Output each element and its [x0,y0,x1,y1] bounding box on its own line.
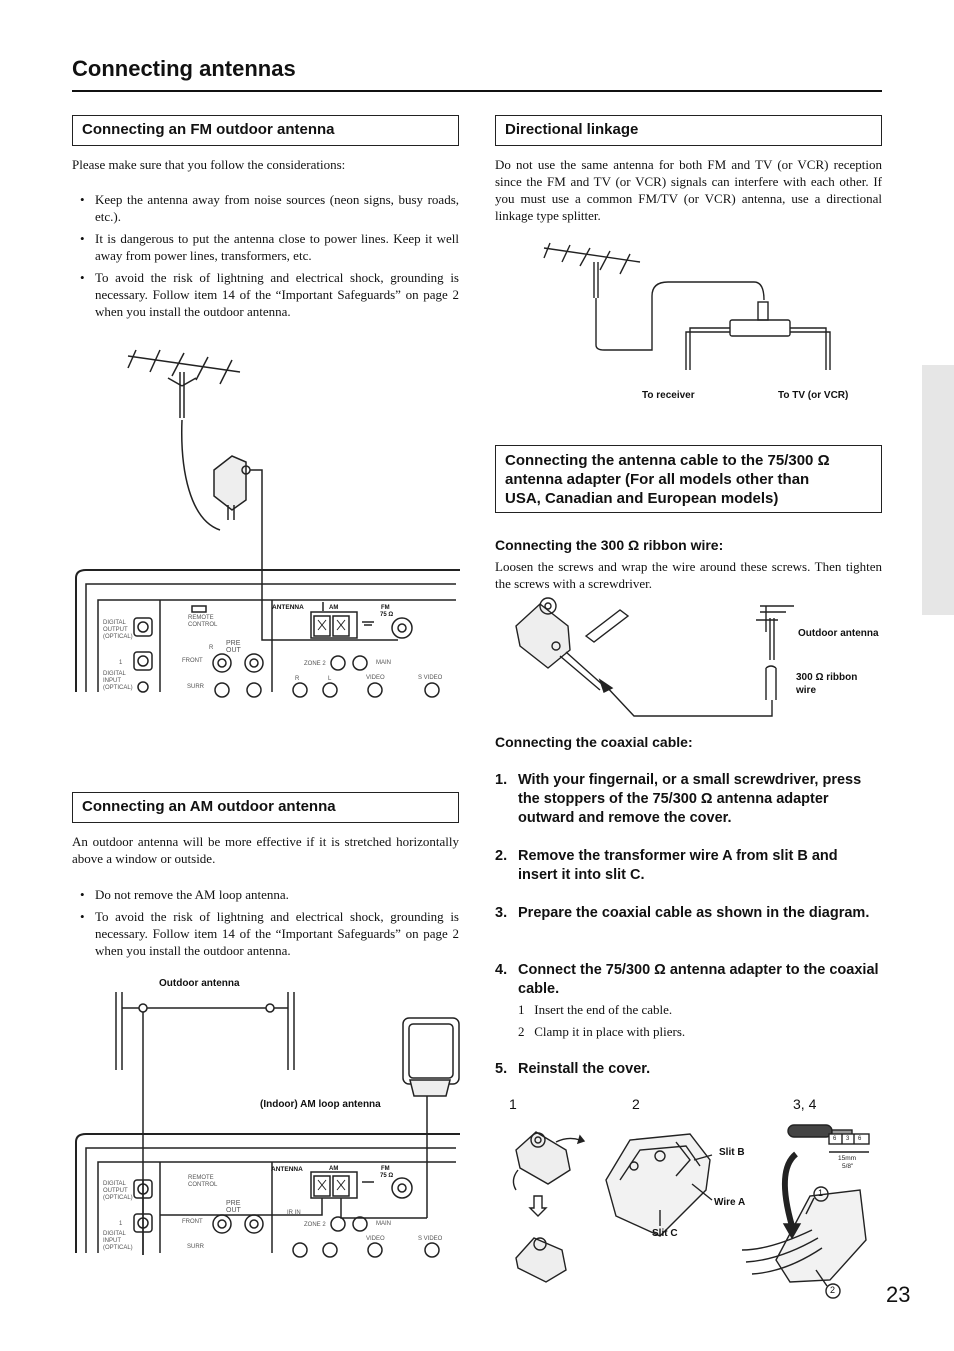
directional-heading: Directional linkage [495,115,882,146]
list-item: • It is dangerous to put the antenna close to power lines. Keep it well away from power lines, transformers, etc. [72,230,459,264]
am-loop-label: (Indoor) AM loop antenna [260,1099,381,1110]
step-text: Remove the transformer wire A from slit B and insert it into slit C. [518,848,838,883]
dim-mm: 15mm [838,1155,857,1162]
panel-main-2: MAIN [376,1221,391,1227]
wire-a-label: Wire A [714,1197,746,1208]
panel-surr-2: SURR [187,1244,205,1250]
panel-fm-label: FM [381,605,390,611]
adapter-heading-line-2: antenna adapter (For all models other than [505,471,810,488]
step-text: With your fingernail, or a small screwdriver, press the stoppers of the 75/300 Ω antenna adapter outward and remove the cover. [518,772,862,826]
substep-2: 2 Clamp it in place with pliers. [518,1024,686,1039]
panel-digital-input: DIGITAL INPUT (OPTICAL) [103,671,133,691]
panel-pre-out: PRE OUT [226,640,241,654]
am-intro: An outdoor antenna will be more effective if it is stretched horizontally above a window or outside. [72,834,459,866]
substep-1: 1 Insert the end of the cable. [518,1002,673,1017]
panel-am-label: AM [329,605,339,611]
directional-body: Do not use the same antenna for both FM and TV (or VCR) reception since the FM and TV (or VCR) signals can interfere with each other. If you must use a common FM/TV (or VCR) antenna, use a directional linkage type splitter. [495,157,882,223]
panel-r: R [209,645,214,651]
panel-pre-out-2: PRE OUT [226,1200,241,1214]
list-item: • Keep the antenna away from noise sources (neon signs, busy roads, etc.). [72,191,459,225]
list-item: • To avoid the risk of lightning and electrical shock, grounding is necessary. Follow item 14 of the “Important Safeguards” on page 2 when you install the outdoor antenna. [72,908,459,959]
panel-digital-output: DIGITAL OUTPUT (OPTICAL) [103,620,133,640]
ribbon-body: Loosen the screws and wrap the wire around these screws. Then tighten the screws with a screwdriver. [495,559,882,591]
panel-remote-control: REMOTE CONTROL [188,615,218,628]
panel-main: MAIN [376,660,391,666]
panel-digital-output-2: DIGITAL OUTPUT (OPTICAL) [103,1181,133,1201]
slit-b-label: Slit B [719,1147,745,1158]
step-text: Connect the 75/300 Ω antenna adapter to the coaxial cable. [518,962,879,997]
panel-zone2-2: ZONE 2 [304,1222,326,1228]
panel-video: VIDEO [366,675,385,681]
panel-am-label-2: AM [329,1166,339,1172]
coax-heading: Connecting the coaxial cable: [495,734,693,750]
fm-section-heading: Connecting an FM outdoor antenna [72,115,459,146]
panel-l: L [328,676,332,682]
step-number: 2. [495,848,508,864]
panel-ir-in: IR IN [287,1210,301,1216]
panel-digital-input-2: DIGITAL INPUT (OPTICAL) [103,1231,133,1251]
fig-label-2: 2 [632,1096,640,1112]
fig-label-1: 1 [509,1096,517,1112]
panel-one: 1 [119,660,123,666]
am-outdoor-label: Outdoor antenna [159,978,240,989]
panel-s-video-2: S VIDEO [418,1236,443,1242]
panel-one-2: 1 [119,1221,123,1227]
dim-6a: 6 [833,1136,837,1142]
panel-surr: SURR [187,684,205,690]
ribbon-heading: Connecting the 300 Ω ribbon wire: [495,537,724,553]
list-item: • Do not remove the AM loop antenna. [72,886,459,903]
step-number: 1. [495,772,508,788]
adapter-heading-line-1: Connecting the antenna cable to the 75/300 Ω [505,452,830,469]
panel-r2: R [295,676,300,682]
step-number: 3. [495,905,508,921]
panel-video-2: VIDEO [366,1236,385,1242]
ribbon-wire-label: 300 Ω ribbon wire [796,672,858,696]
to-tv-label: To TV (or VCR) [778,390,849,401]
am-section-heading: Connecting an AM outdoor antenna [72,792,459,823]
to-receiver-label: To receiver [642,390,695,401]
panel-s-video: S VIDEO [418,675,443,681]
fig-label-34: 3, 4 [793,1096,817,1112]
panel-fm-ohm: 75 Ω [380,612,394,618]
panel-zone2: ZONE 2 [304,661,326,667]
adapter-heading-line-3: USA, Canadian and European models) [505,490,779,507]
panel-front-2: FRONT [182,1219,203,1225]
panel-remote-control-2: REMOTE CONTROL [188,1175,218,1188]
step-text: Reinstall the cover. [518,1061,651,1077]
outdoor-antenna-label: Outdoor antenna [798,628,879,639]
step-number: 4. [495,962,508,978]
list-item: • To avoid the risk of lightning and electrical shock, grounding is necessary. Follow item 14 of the “Important Safeguards” on page 2 when you install the outdoor antenna. [72,269,459,320]
page-title: Connecting antennas [72,56,296,81]
callout-1: 1 [818,1188,824,1198]
callout-2: 2 [830,1285,836,1295]
panel-fm-ohm-2: 75 Ω [380,1173,394,1179]
dim-6b: 6 [858,1136,862,1142]
panel-antenna-label: ANTENNA [272,604,304,611]
panel-front: FRONT [182,658,203,664]
dim-inch: 5/8" [842,1163,854,1170]
slit-c-label: Slit C [652,1228,678,1239]
fm-intro: Please make sure that you follow the considerations: [72,157,346,172]
step-number: 5. [495,1061,508,1077]
dim-3: 3 [846,1136,850,1142]
panel-fm-label-2: FM [381,1166,390,1172]
panel-antenna-label-2: ANTENNA [271,1166,303,1173]
step-text: Prepare the coaxial cable as shown in the diagram. [518,905,870,921]
page-number: 23 [886,1282,911,1307]
